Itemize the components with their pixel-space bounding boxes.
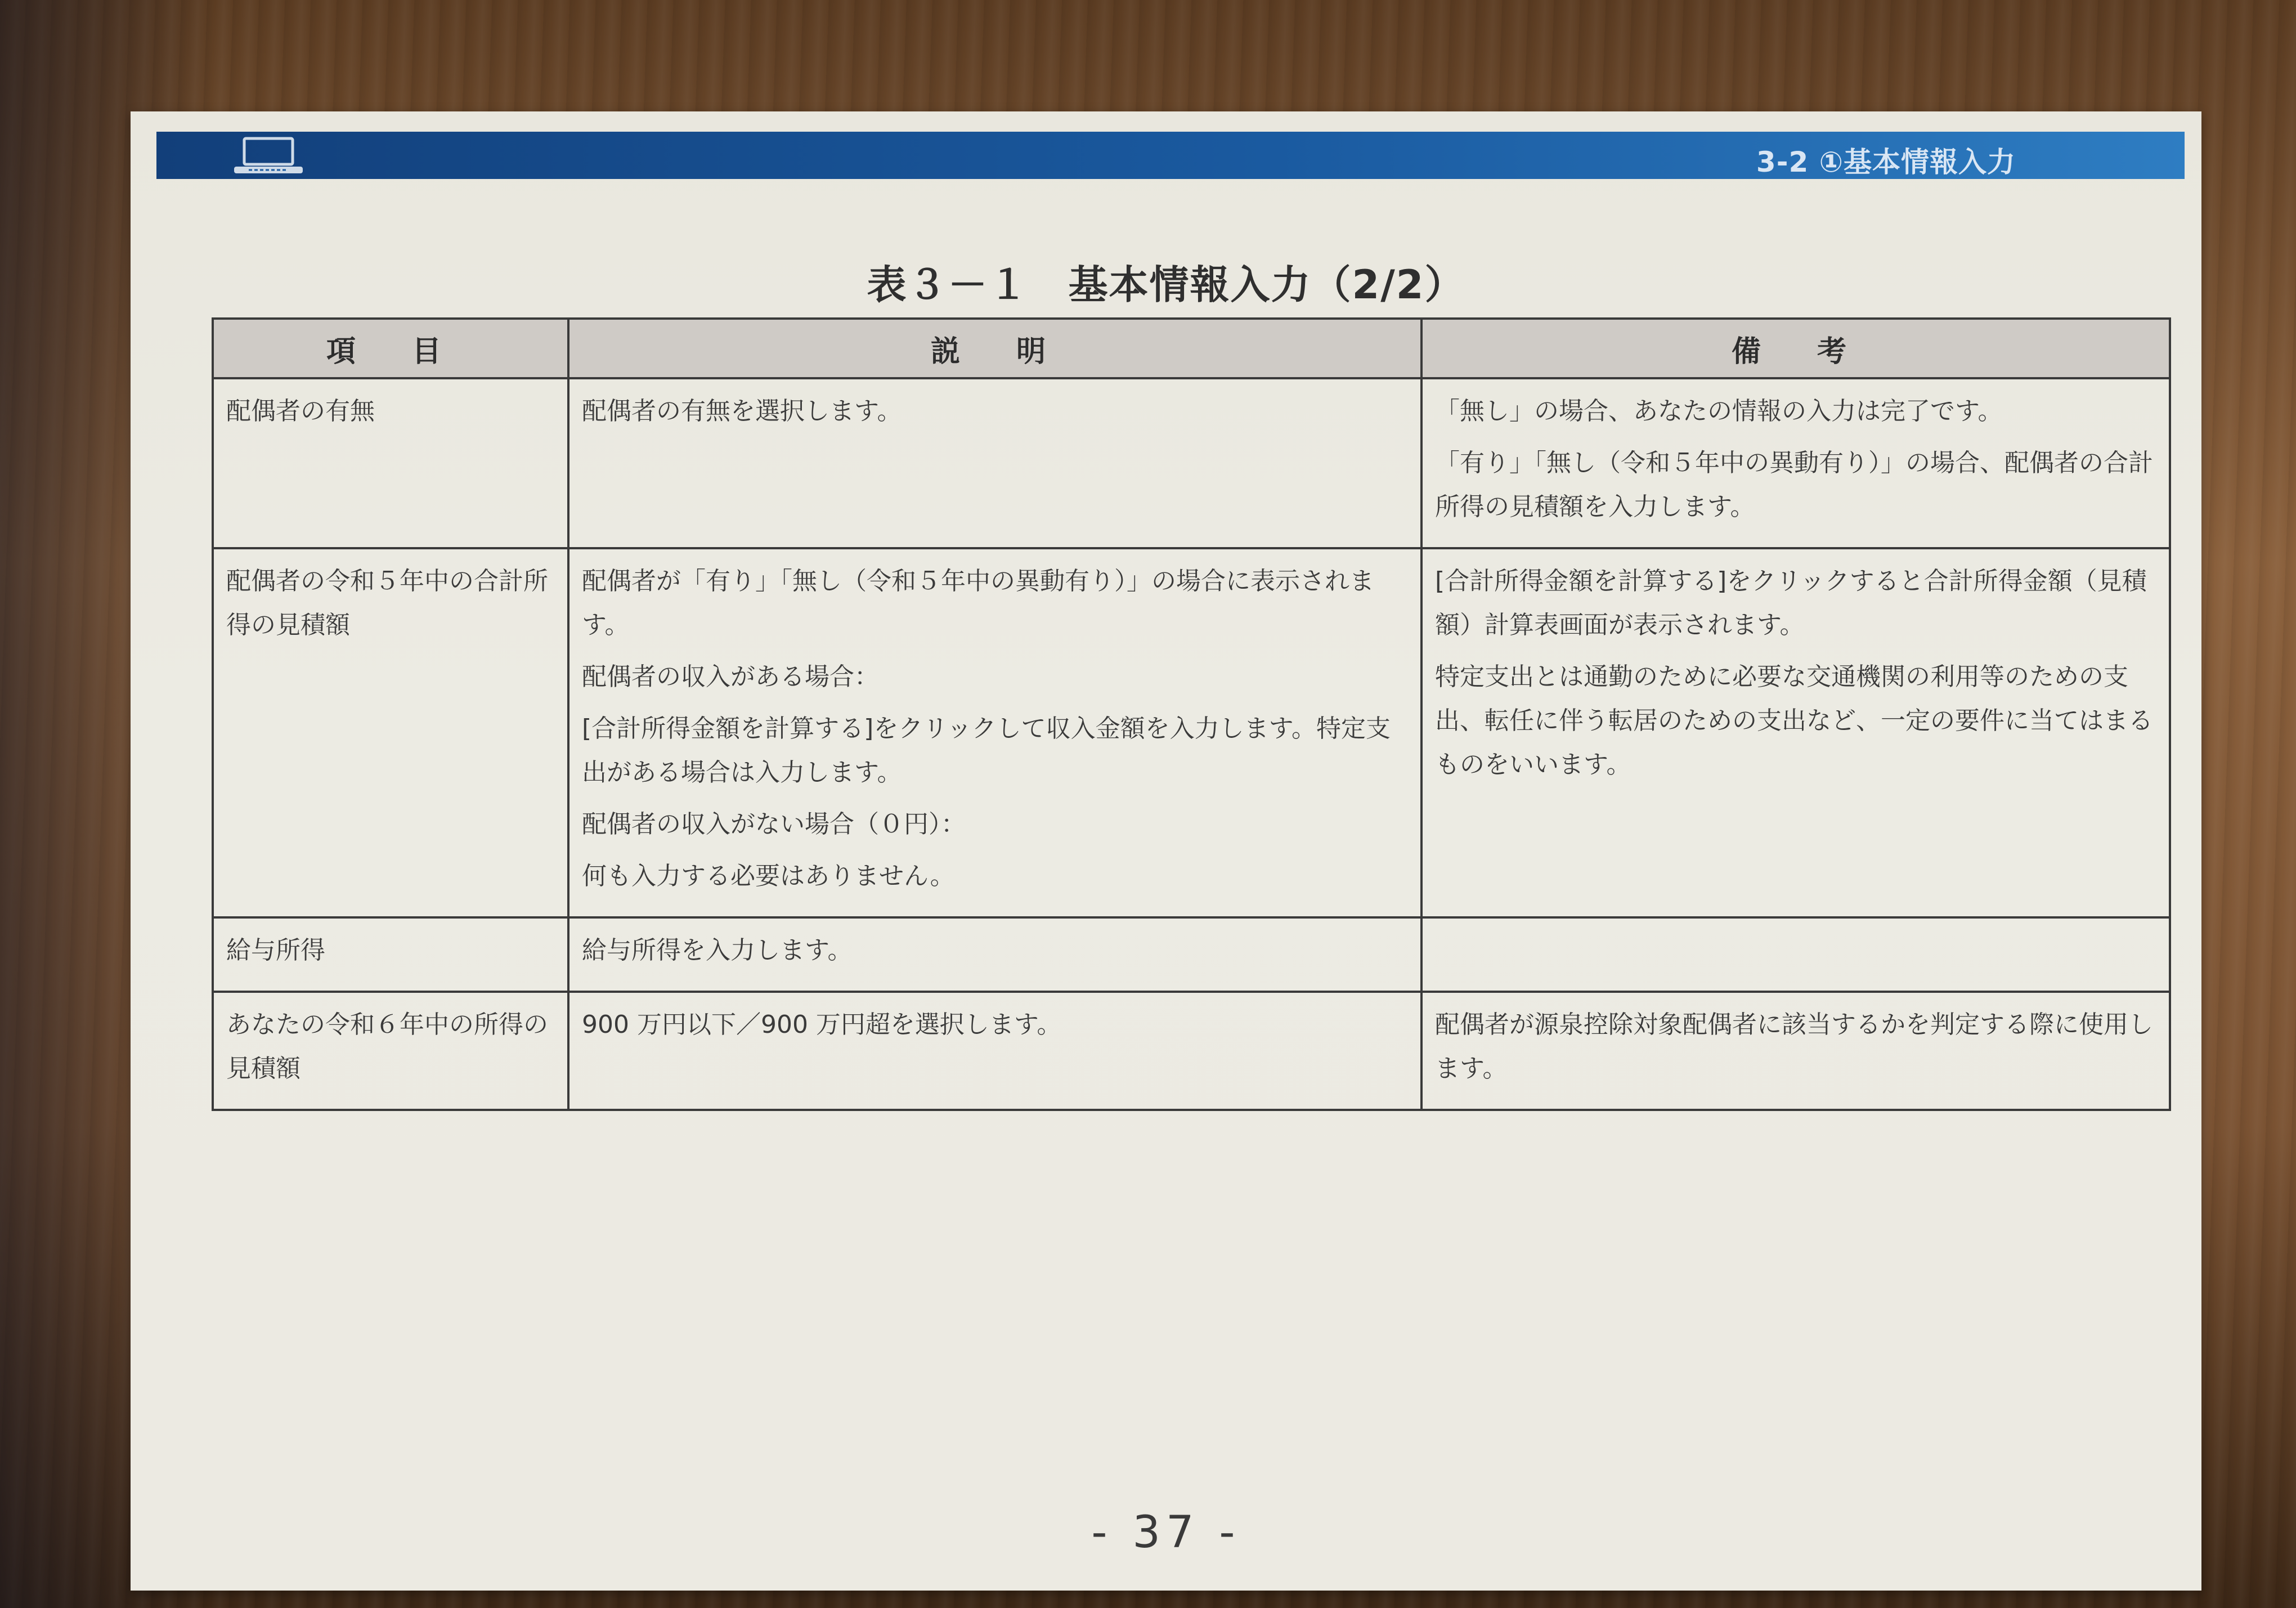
table-row [213, 917, 2170, 992]
description-cell [568, 992, 1421, 1110]
document-page [131, 111, 2201, 1591]
description-text: 配偶者の収入がある場合： [582, 662, 879, 691]
remarks-text: 「無し」の場合、あなたの情報の入力は完了です。 [1435, 397, 2003, 425]
description-text: 配偶者の有無を選択します。 [582, 397, 902, 425]
remarks-text: 特定支出とは通勤のために必要な交通機関の利用等のための支出、転任に伴う転居のための支出など、一定の要件に当てはまるものをいいます。 [1435, 662, 2153, 779]
table-row [213, 378, 2170, 548]
description-text: 給与所得を入力します。 [582, 936, 853, 965]
table-row [213, 992, 2170, 1110]
table-title-number: 表３－１ [867, 262, 1029, 308]
table-title-text: 基本情報入力（2/2） [1068, 262, 1465, 308]
description-cell [568, 378, 1421, 548]
page-number: - 37 - [1091, 1507, 1241, 1558]
remarks-cell [1421, 992, 2170, 1110]
remarks-cell [1421, 378, 2170, 548]
description-text: 900 万円以下／900 万円超を選択します。 [582, 1010, 1062, 1039]
section-title: 3-2 ①基本情報入力 [1756, 146, 2016, 178]
description-text: 配偶者が「有り」「無し（令和５年中の異動有り）」の場合に表示されます。 [582, 567, 1374, 639]
item-cell [213, 992, 568, 1110]
remarks-text: 「有り」「無し（令和５年中の異動有り）」の場合、配偶者の合計所得の見積額を入力します。 [1435, 449, 2153, 521]
table-title [131, 253, 2201, 310]
column-header-description: 説 明 [568, 319, 1421, 378]
remarks-cell [1421, 917, 2170, 992]
item-cell [213, 378, 568, 548]
description-text: 配偶者の収入がない場合（０円）： [582, 810, 966, 839]
table-header-row [213, 319, 2170, 378]
remarks-cell [1421, 548, 2170, 917]
basic-info-table [212, 317, 2171, 1111]
description-text: 何も入力する必要はありません。 [582, 862, 955, 890]
item-cell [213, 548, 568, 917]
description-text: [合計所得金額を計算する]をクリックして収入金額を入力します。特定支出がある場合は入力します。 [582, 714, 1391, 787]
header-bar [156, 132, 2185, 179]
column-header-item: 項 目 [213, 319, 568, 378]
item-text: 配偶者の令和５年中の合計所得の見積額 [226, 567, 548, 639]
remarks-text: [合計所得金額を計算する]をクリックすると合計所得金額（見積額）計算表画面が表示されます。 [1435, 567, 2147, 639]
column-header-remarks: 備 考 [1421, 319, 2170, 378]
remarks-text: 配偶者が源泉控除対象配偶者に該当するかを判定する際に使用します。 [1435, 1010, 2153, 1083]
description-cell [568, 917, 1421, 992]
item-text: 給与所得 [226, 936, 325, 965]
item-text: 配偶者の有無 [226, 397, 375, 425]
item-cell [213, 917, 568, 992]
laptop-icon [232, 136, 305, 177]
description-cell [568, 548, 1421, 917]
table-row [213, 548, 2170, 917]
item-text: あなたの令和６年中の所得の見積額 [226, 1010, 548, 1083]
